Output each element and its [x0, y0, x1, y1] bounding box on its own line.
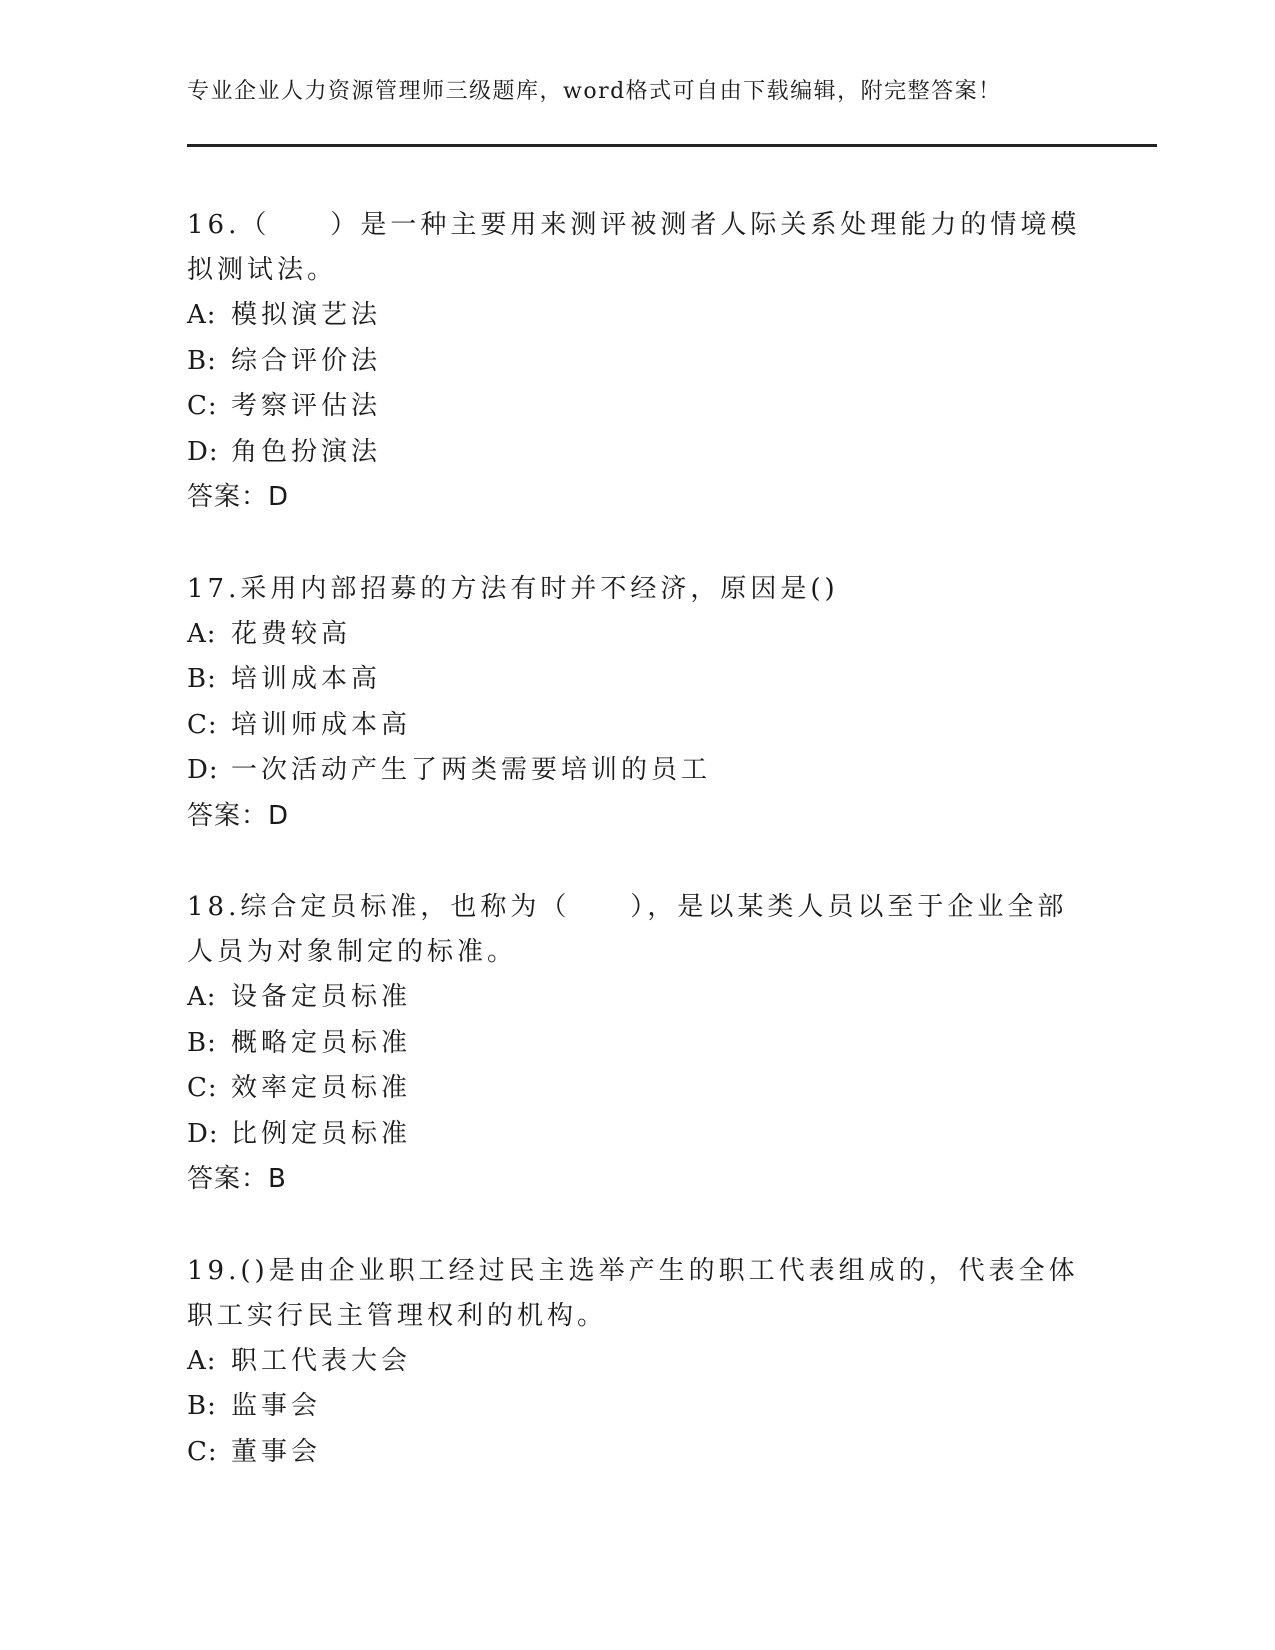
option-letter: C:	[187, 709, 218, 740]
option-text: 比例定员标准	[231, 1118, 412, 1149]
option-text: 考察评估法	[231, 391, 382, 421]
answer-line: 答案：B	[187, 1164, 287, 1194]
option-b	[187, 657, 1087, 703]
option-text: 概略定员标准	[231, 1027, 412, 1058]
option-a	[187, 1339, 1087, 1385]
option-text: 设备定员标准	[231, 982, 412, 1012]
option-text: 职工代表大会	[231, 1345, 412, 1376]
question-text: 16.（ ）是一种主要用来测评被测者人际关系处理能力的情境模拟测试法。	[187, 210, 1081, 285]
option-a	[187, 293, 1087, 339]
question-text: 17.采用内部招募的方法有时并不经济，原因是()	[187, 573, 839, 604]
option-letter: B:	[187, 664, 217, 694]
option-c	[187, 703, 1087, 749]
option-letter: D:	[187, 436, 219, 467]
question-text: 18.综合定员标准，也称为（ ），是以某类人员以至于企业全部人员为对象制定的标准。	[187, 892, 1068, 967]
question-18	[187, 885, 1087, 1203]
option-b	[187, 1021, 1087, 1067]
answer-line: 答案：D	[187, 800, 290, 831]
option-d	[187, 1112, 1087, 1158]
option-text: 综合评价法	[231, 345, 382, 376]
option-letter: C:	[187, 1073, 218, 1103]
option-letter: A:	[187, 618, 217, 649]
answer-line: 答案：D	[187, 482, 290, 512]
option-text: 角色扮演法	[231, 436, 382, 467]
option-letter: B:	[187, 345, 217, 376]
question-text: 19.()是由企业职工经过民主选举产生的职工代表组成的，代表全体职工实行民主管理权利的机构。	[187, 1255, 1079, 1331]
option-c	[187, 1430, 1087, 1476]
option-letter: B:	[187, 1027, 217, 1058]
option-text: 董事会	[231, 1436, 322, 1467]
option-text: 模拟演艺法	[231, 300, 382, 330]
document-header: 专业企业人力资源管理师三级题库，word格式可自由下载编辑，附完整答案！	[187, 79, 1002, 104]
option-letter: B:	[187, 1391, 217, 1421]
question-16	[187, 203, 1087, 521]
option-text: 监事会	[231, 1391, 322, 1421]
option-letter: C:	[187, 1436, 218, 1467]
option-a	[187, 612, 1087, 658]
option-text: 培训师成本高	[231, 709, 412, 740]
option-letter: A:	[187, 982, 217, 1012]
option-text: 效率定员标准	[231, 1073, 412, 1103]
question-19	[187, 1249, 1087, 1476]
option-b	[187, 1384, 1087, 1430]
option-c	[187, 384, 1087, 430]
option-d	[187, 748, 1087, 794]
option-text: 花费较高	[231, 618, 352, 649]
option-b	[187, 339, 1087, 385]
question-list	[187, 203, 1087, 1521]
question-17	[187, 567, 1087, 840]
option-letter: A:	[187, 300, 217, 330]
option-c	[187, 1066, 1087, 1112]
header-divider	[187, 144, 1157, 147]
option-letter: D:	[187, 755, 219, 785]
option-letter: C:	[187, 391, 218, 421]
option-text: 培训成本高	[231, 664, 382, 694]
option-a	[187, 975, 1087, 1021]
option-text: 一次活动产生了两类需要培训的员工	[231, 755, 712, 785]
option-letter: A:	[187, 1345, 217, 1376]
option-d	[187, 430, 1087, 476]
option-letter: D:	[187, 1118, 219, 1149]
